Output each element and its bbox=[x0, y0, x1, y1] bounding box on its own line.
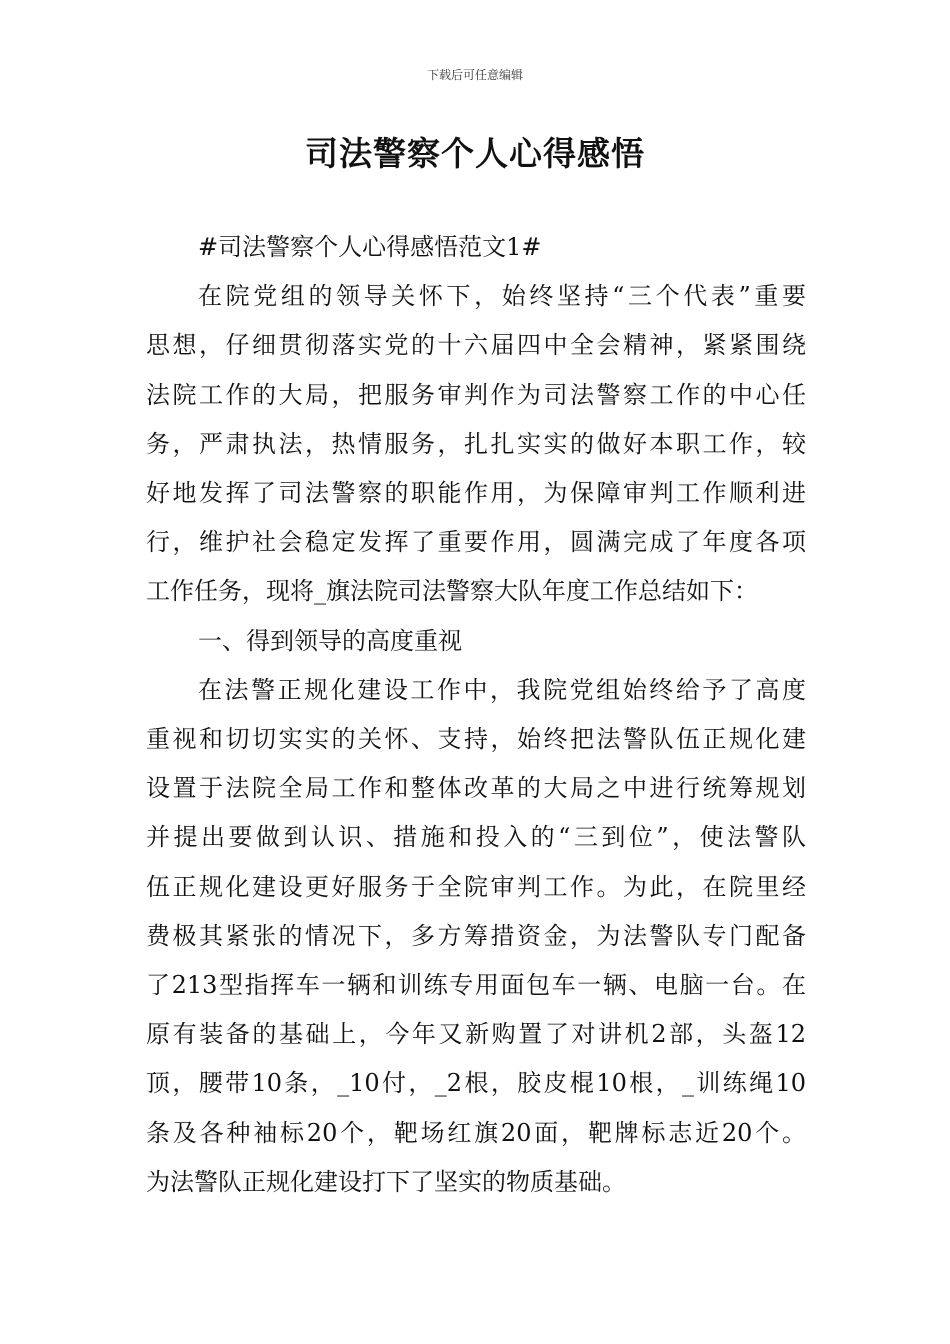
page-title: 司法警察个人心得感悟 bbox=[305, 134, 645, 173]
text-line: 务，严肃执法，热情服务，扎扎实实的做好本职工作，较 bbox=[146, 429, 806, 458]
text-line: 好地发挥了司法警察的职能作用，为保障审判工作顺利进 bbox=[146, 479, 806, 507]
text-line: 为法警队正规化建设打下了坚实的物质基础。 bbox=[146, 1167, 626, 1196]
text-line: 在院党组的领导关怀下，始终坚持“三个代表”重要 bbox=[198, 282, 806, 311]
header-note: 下载后可任意编辑 bbox=[426, 68, 523, 82]
text-line: 顶，腰带10条，_10付，_2根，胶皮棍10根，_训练绳10 bbox=[146, 1069, 806, 1098]
text-line: 了213型指挥车一辆和训练专用面包车一辆、电脑一台。在 bbox=[146, 971, 806, 999]
text-line: 思想，仔细贯彻落实党的十六届四中全会精神，紧紧围绕 bbox=[146, 331, 806, 360]
text-line: 工作任务，现将_旗法院司法警察大队年度工作总结如下： bbox=[146, 577, 758, 606]
text-line: 并提出要做到认识、措施和投入的“三到位”，使法警队 bbox=[146, 823, 806, 852]
text-line: 原有装备的基础上，今年又新购置了对讲机2部，头盔12 bbox=[146, 1020, 806, 1049]
text-line: #司法警察个人心得感悟范文1# bbox=[198, 233, 542, 261]
text-line: 条及各种袖标20个，靶场红旗20面，靶牌标志近20个。 bbox=[146, 1118, 806, 1147]
text-line: 法院工作的大局，把服务审判作为司法警察工作的中心任 bbox=[146, 380, 806, 409]
text-line: 费极其紧张的情况下，多方筹措资金，为法警队专门配备 bbox=[146, 921, 806, 950]
text-line: 伍正规化建设更好服务于全院审判工作。为此，在院里经 bbox=[146, 872, 806, 901]
text-line: 重视和切切实实的关怀、支持，始终把法警队伍正规化建 bbox=[146, 725, 806, 753]
text-line: 行，维护社会稳定发挥了重要作用，圆满完成了年度各项 bbox=[146, 528, 806, 557]
text-line: 设置于法院全局工作和整体改革的大局之中进行统筹规划 bbox=[146, 774, 806, 803]
text-line: 在法警正规化建设工作中，我院党组始终给予了高度 bbox=[198, 675, 806, 704]
text-line: 一、得到领导的高度重视 bbox=[198, 626, 462, 655]
